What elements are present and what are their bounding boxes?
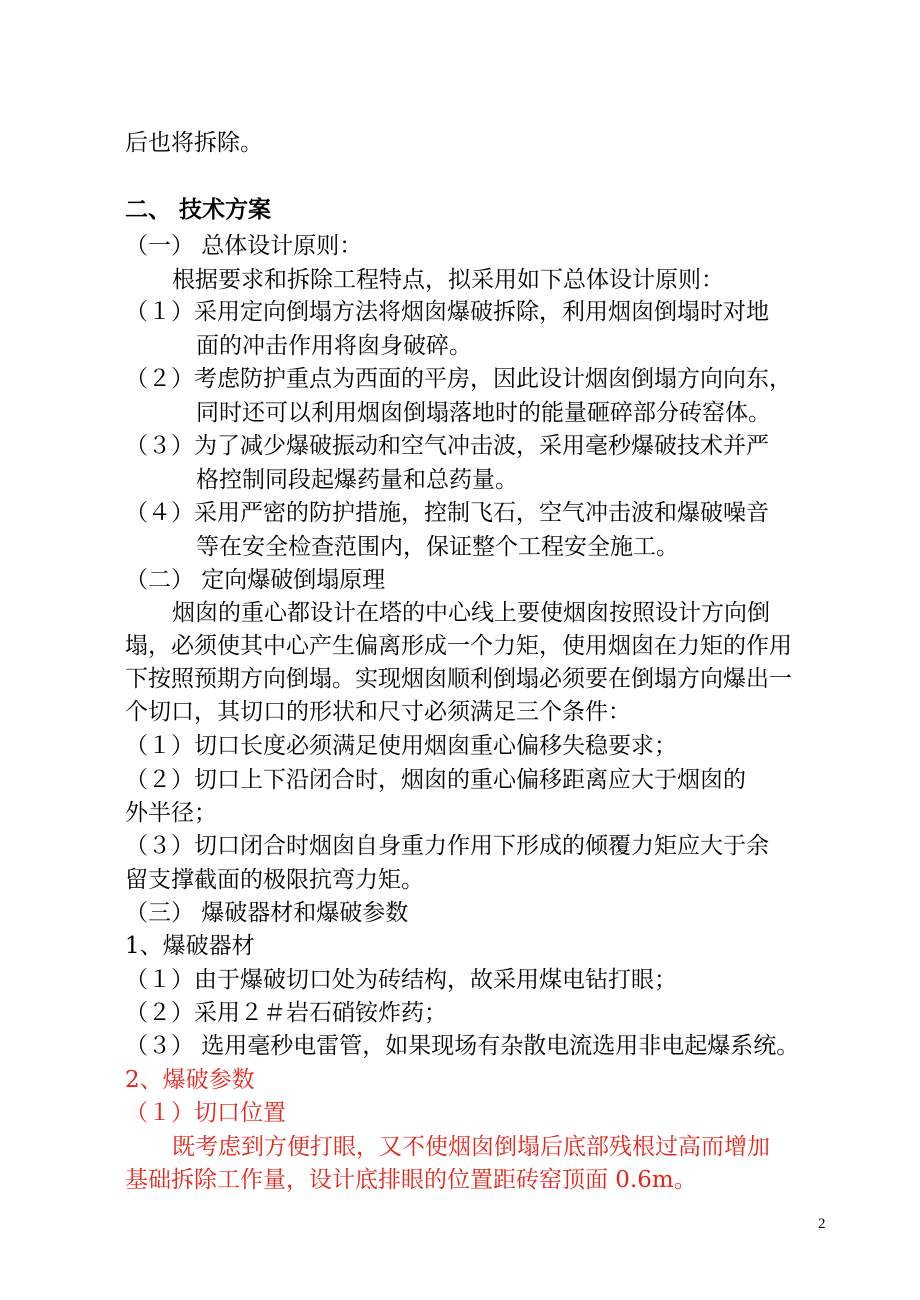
list-item-line: （３）切口闭合时烟囱自身重力作用下形成的倾覆力矩应大于余 bbox=[125, 833, 769, 859]
list-item-line: （２）采用２＃岩石硝铵炸药； bbox=[125, 1000, 447, 1026]
paragraph-line: 后也将拆除。 bbox=[125, 130, 263, 156]
list-item-continuation: 留支撑截面的极限抗弯力矩。 bbox=[125, 867, 424, 893]
list-item-continuation: 等在安全检查范围内，保证整个工程安全施工。 bbox=[196, 534, 679, 560]
paragraph-line: 个切口，其切口的形状和尺寸必须满足三个条件： bbox=[125, 699, 631, 725]
paragraph-line: 根据要求和拆除工程特点，拟采用如下总体设计原则： bbox=[172, 267, 724, 293]
list-item-line: （１）切口长度必须满足使用烟囱重心偏移失稳要求； bbox=[125, 733, 677, 759]
list-item-continuation: 外半径； bbox=[125, 800, 217, 826]
numbered-heading-highlighted: 2、爆破参数 bbox=[125, 1067, 255, 1093]
list-item-line: （３）为了减少爆破振动和空气冲击波，采用毫秒爆破技术并严 bbox=[125, 433, 769, 459]
paragraph-line-highlighted: 基础拆除工作量，设计底排眼的位置距砖窑顶面 0.6m。 bbox=[125, 1167, 697, 1193]
list-item-continuation: 同时还可以利用烟囱倒塌落地时的能量砸碎部分砖窑体。 bbox=[196, 400, 771, 426]
list-item-line: （３） 选用毫秒电雷管，如果现场有杂散电流选用非电起爆系统。 bbox=[125, 1033, 800, 1059]
subsection-heading: （二） 定向爆破倒塌原理 bbox=[125, 567, 386, 593]
subsection-heading: （一） 总体设计原则： bbox=[125, 233, 363, 259]
list-item-continuation: 格控制同段起爆药量和总药量。 bbox=[196, 467, 518, 493]
paragraph-line: 烟囱的重心都设计在塔的中心线上要使烟囱按照设计方向倒 bbox=[172, 600, 770, 626]
subsection-heading: （三） 爆破器材和爆破参数 bbox=[125, 900, 409, 926]
list-item-continuation: 面的冲击作用将囱身破碎。 bbox=[196, 333, 472, 359]
list-item-line: （４）采用严密的防护措施，控制飞石，空气冲击波和爆破噪音 bbox=[125, 500, 769, 526]
paragraph-line-highlighted: 既考虑到方便打眼，又不使烟囱倒塌后底部残根过高而增加 bbox=[172, 1134, 770, 1160]
list-item-line: （１）由于爆破切口处为砖结构，故采用煤电钻打眼； bbox=[125, 967, 677, 993]
section-heading: 二、 技术方案 bbox=[125, 196, 272, 223]
list-item-highlighted: （１）切口位置 bbox=[125, 1100, 286, 1126]
page-number: 2 bbox=[818, 1216, 826, 1232]
paragraph-line: 塌，必须使其中心产生偏离形成一个力矩，使用烟囱在力矩的作用 bbox=[125, 633, 792, 659]
paragraph-line: 下按照预期方向倒塌。实现烟囱顺利倒塌必须要在倒塌方向爆出一 bbox=[125, 666, 792, 692]
list-item-line: （１）采用定向倒塌方法将烟囱爆破拆除，利用烟囱倒塌时对地 bbox=[125, 299, 769, 325]
list-item-line: （２）考虑防护重点为西面的平房，因此设计烟囱倒塌方向向东， bbox=[125, 366, 792, 392]
numbered-heading: 1、爆破器材 bbox=[125, 933, 255, 959]
list-item-line: （２）切口上下沿闭合时，烟囱的重心偏移距离应大于烟囱的 bbox=[125, 767, 746, 793]
